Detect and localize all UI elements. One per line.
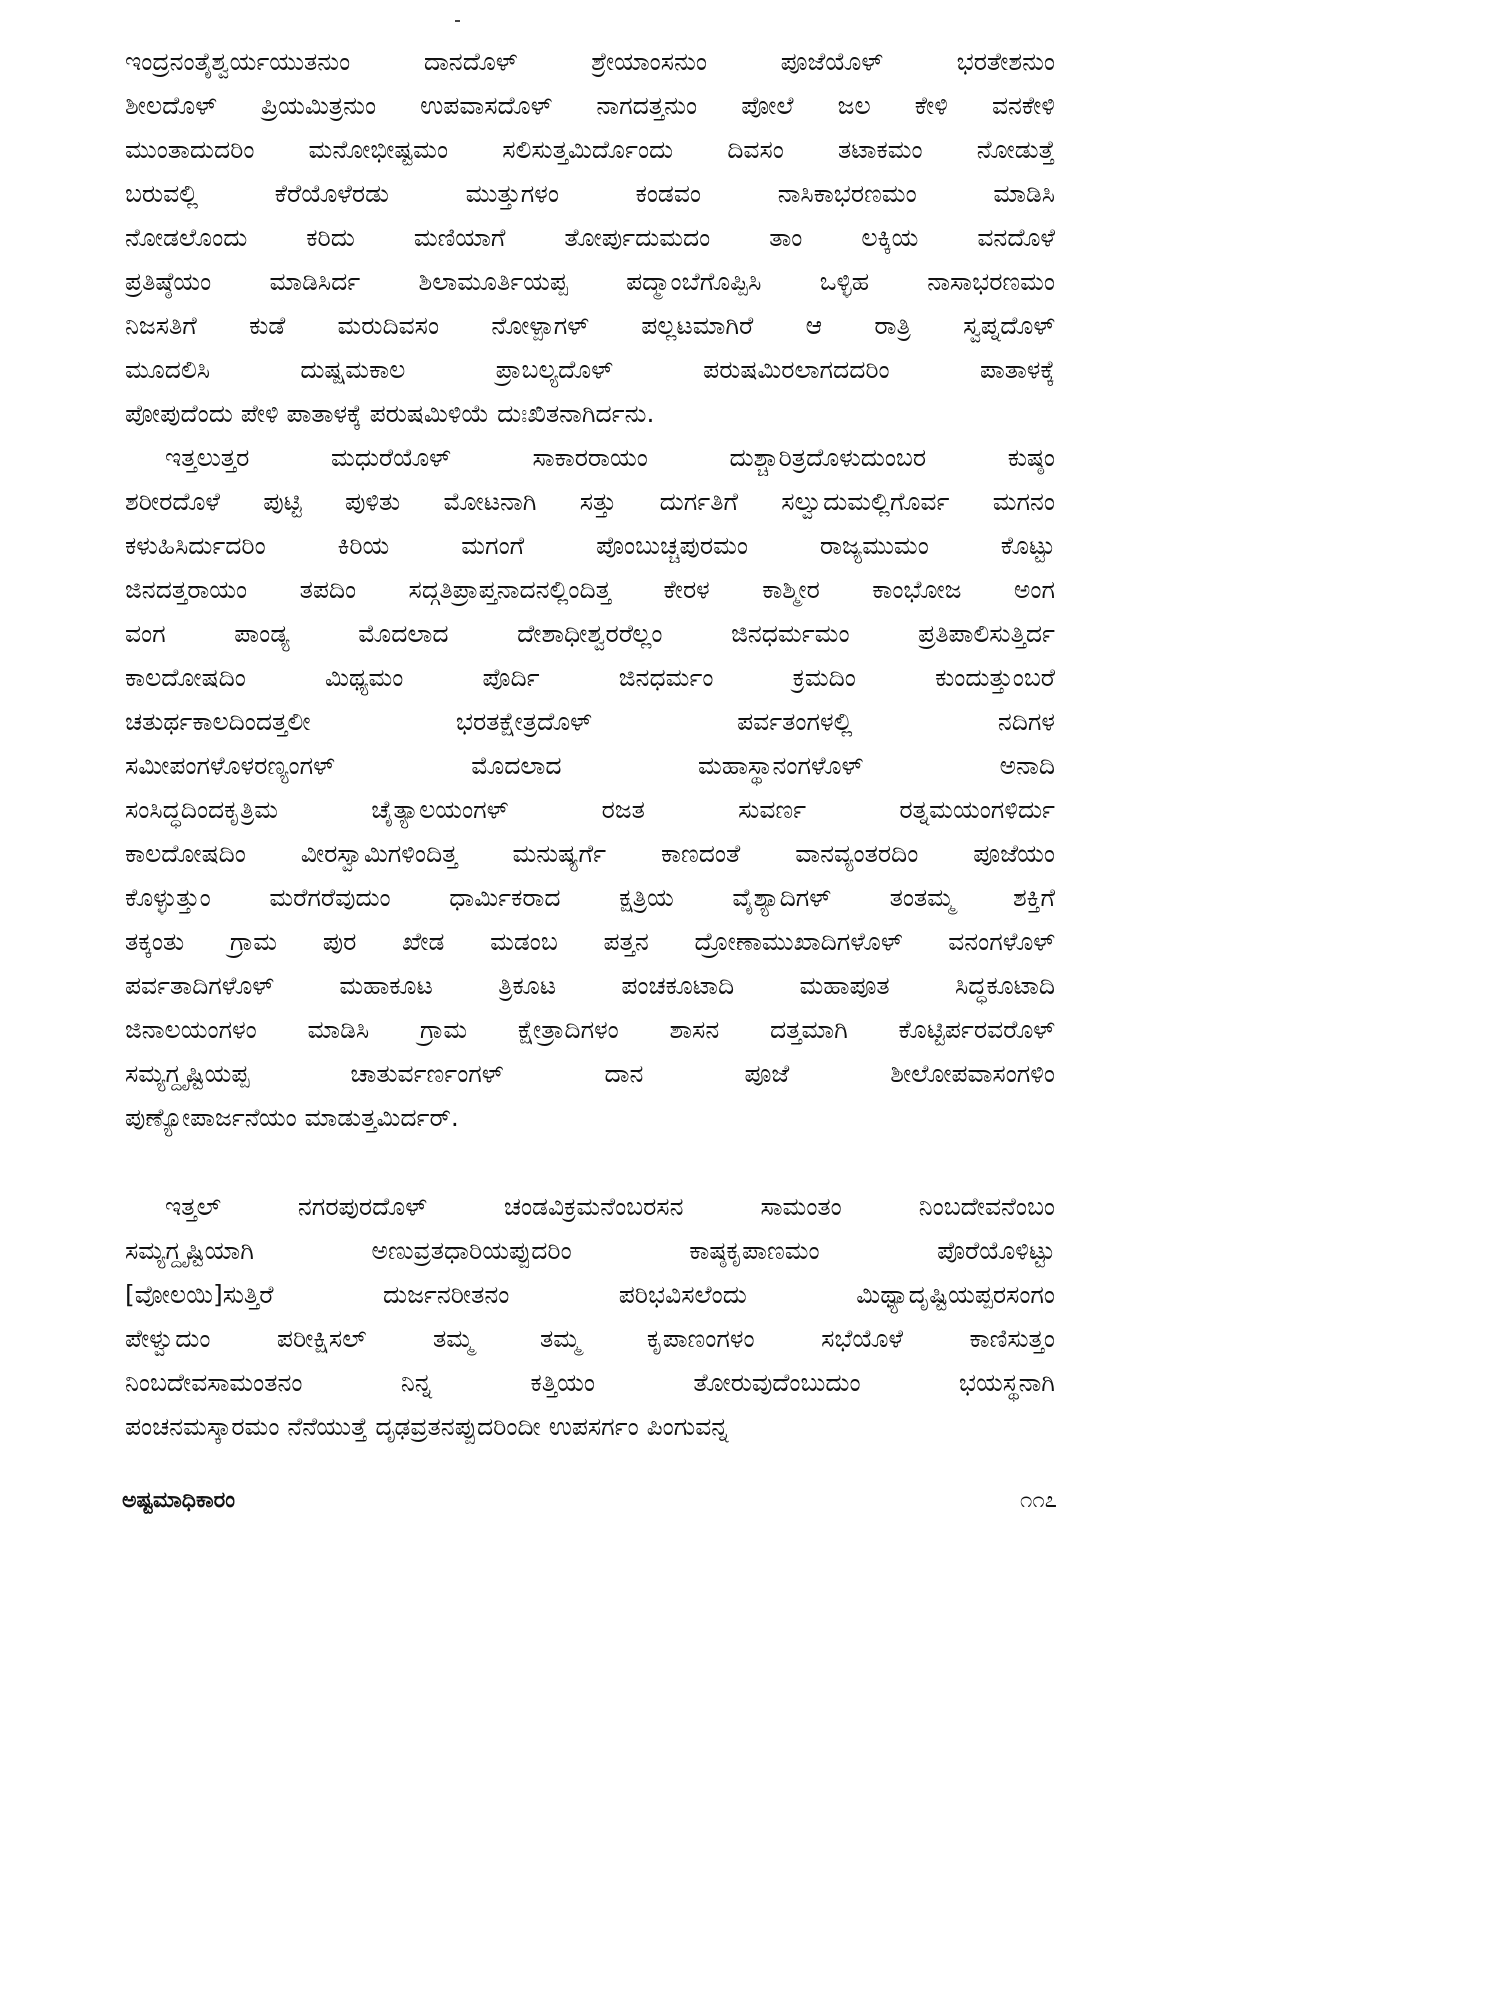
text-line: ಇತ್ತಲ್ ನಗರಪುರದೊಳ್ ಚಂಡವಿಕ್ರಮನೆಂಬರಸನ ಸಾಮಂತಂ ನಿಂಬದೇವನೆಂಬಂ	[165, 1192, 1055, 1221]
chapter-title: ಅಷ್ಟಮಾಧಿಕಾರಂ	[122, 1488, 235, 1513]
text-line: ನೋಡಲೊಂದು ಕರಿದು ಮಣಿಯಾಗೆ ತೋರ್ಪುದುಮದಂ ತಾಂ ಲಕ್ಕಿಯ ವನದೊಳೆ	[125, 223, 1055, 252]
text-line: [ವೋಲಯಿ]ಸುತ್ತಿರೆ ದುರ್ಜನರೀತನಂ ಪರಿಭವಿಸಲೆಂದು ಮಿಥ್ಯಾದೃಷ್ಟಿಯಪ್ಪರಸಂಗಂ	[125, 1280, 1055, 1309]
paragraph	[125, 436, 1055, 1140]
text-line: ಕಾಲದೋಷದಿಂ ವೀರಸ್ವಾಮಿಗಳಿಂದಿತ್ತ ಮನುಷ್ಯರ್ಗೆ ಕಾಣದಂತೆ ವಾನವ್ಯಂತರದಿಂ ಪೂಜೆಯಂ	[125, 839, 1055, 868]
text-line: ಬರುವಲ್ಲಿ ಕೆರೆಯೊಳೆರಡು ಮುತ್ತುಗಳಂ ಕಂಡವಂ ನಾಸಿಕಾಭರಣಮಂ ಮಾಡಿಸಿ	[125, 179, 1055, 208]
ink-speck	[455, 20, 460, 22]
text-line: ಚತುರ್ಥಕಾಲದಿಂದತ್ತಲೀ ಭರತಕ್ಷೇತ್ರದೊಳ್ ಪರ್ವತಂಗಳಲ್ಲಿ ನದಿಗಳ	[125, 707, 1055, 736]
text-line: ಸಮೀಪಂಗಳೊಳರಣ್ಯಂಗಳ್ ಮೊದಲಾದ ಮಹಾಸ್ಥಾನಂಗಳೊಳ್ ಅನಾದಿ	[125, 751, 1055, 780]
text-line: ಶೀಲದೊಳ್ ಪ್ರಿಯಮಿತ್ರನುಂ ಉಪವಾಸದೊಳ್ ನಾಗದತ್ತನುಂ ಪೋಲೆ ಜಲ ಕೇಳಿ ವನಕೇಳಿ	[125, 91, 1055, 120]
text-line: ನಿಜಸತಿಗೆ ಕುಡೆ ಮರುದಿವಸಂ ನೋಳ್ಪಾಗಳ್ ಪಲ್ಲಟಮಾಗಿರೆ ಆ ರಾತ್ರಿ ಸ್ವಪ್ನದೊಳ್	[125, 311, 1055, 340]
text-line: ಕಳುಹಿಸಿರ್ದುದರಿಂ ಕಿರಿಯ ಮಗಂಗೆ ಪೊಂಬುಚ್ಚಪುರಮಂ ರಾಜ್ಯಮುಮಂ ಕೊಟ್ಟು	[125, 531, 1055, 560]
text-line: ತಕ್ಕಂತು ಗ್ರಾಮ ಪುರ ಖೇಡ ಮಡಂಬ ಪತ್ತನ ದ್ರೋಣಾಮುಖಾದಿಗಳೊಳ್ ವನಂಗಳೊಳ್	[125, 927, 1055, 956]
text-line: ಕೊಳ್ಳುತ್ತುಂ ಮರೆಗರೆವುದುಂ ಧಾರ್ಮಿಕರಾದ ಕ್ಷತ್ರಿಯ ವೈಶ್ಯಾದಿಗಳ್ ತಂತಮ್ಮ ಶಕ್ತಿಗೆ	[125, 883, 1055, 912]
text-line: ಮೂದಲಿಸಿ ದುಷ್ಷಮಕಾಲ ಪ್ರಾಬಲ್ಯದೊಳ್ ಪರುಷಮಿರಲಾಗದದರಿಂ ಪಾತಾಳಕ್ಕೆ	[125, 355, 1055, 384]
text-line: ಪಂಚನಮಸ್ಕಾರಮಂ ನೆನೆಯುತ್ತೆ ದೃಢವ್ರತನಪ್ಪುದರಿಂದೀ ಉಪಸರ್ಗಂ ಪಿಂಗುವನ್ನ	[125, 1412, 729, 1441]
text-line: ಇತ್ತಲುತ್ತರ ಮಧುರೆಯೊಳ್ ಸಾಕಾರರಾಯಂ ದುಶ್ಚಾರಿತ್ರದೊಳುದುಂಬರ ಕುಷ್ಠಂ	[165, 443, 1055, 472]
text-line: ಪೇಳ್ವುದುಂ ಪರೀಕ್ಷಿಸಲ್ ತಮ್ಮ ತಮ್ಮ ಕೃಪಾಣಂಗಳಂ ಸಭೆಯೊಳೆ ಕಾಣಿಸುತ್ತಂ	[125, 1324, 1055, 1353]
text-line: ಜಿನದತ್ತರಾಯಂ ತಪದಿಂ ಸದ್ಗತಿಪ್ರಾಪ್ತನಾದನಲ್ಲಿಂದಿತ್ತ ಕೇರಳ ಕಾಶ್ಮೀರ ಕಾಂಭೋಜ ಅಂಗ	[125, 575, 1055, 604]
paragraph	[125, 1185, 1055, 1449]
text-line: ಇಂದ್ರನಂತೈಶ್ವರ್ಯಯುತನುಂ ದಾನದೊಳ್ ಶ್ರೇಯಾಂಸನುಂ ಪೂಜೆಯೊಳ್ ಭರತೇಶನುಂ	[125, 47, 1055, 76]
text-line: ಪೋಪುದೆಂದು ಪೇಳಿ ಪಾತಾಳಕ್ಕೆ ಪರುಷಮಿಳಿಯೆ ದುಃಖಿತನಾಗಿರ್ದನು.	[125, 399, 655, 428]
text-line: ಪರ್ವತಾದಿಗಳೊಳ್ ಮಹಾಕೂಟ ತ್ರಿಕೂಟ ಪಂಚಕೂಟಾದಿ ಮಹಾಪೂತ ಸಿದ್ಧಕೂಟಾದಿ	[125, 971, 1055, 1000]
text-line: ವಂಗ ಪಾಂಡ್ಯ ಮೊದಲಾದ ದೇಶಾಧೀಶ್ವರರೆಲ್ಲಂ ಜಿನಧರ್ಮಮಂ ಪ್ರತಿಪಾಲಿಸುತ್ತಿರ್ದ	[125, 619, 1055, 648]
text-line: ಸಮ್ಯಗ್ದೃಷ್ಟಿಯಾಗಿ ಅಣುವ್ರತಧಾರಿಯಪ್ಪುದರಿಂ ಕಾಷ್ಠಕೃಪಾಣಮಂ ಪೊರೆಯೊಳಿಟ್ಟು	[125, 1236, 1055, 1265]
text-line: ಶರೀರದೊಳೆ ಪುಟ್ಟಿ ಪುಳಿತು ಮೋಟನಾಗಿ ಸತ್ತು ದುರ್ಗತಿಗೆ ಸಲ್ವುದುಮಲ್ಲಿಗೊರ್ವ ಮಗನಂ	[125, 487, 1055, 516]
text-line: ನಿಂಬದೇವಸಾಮಂತನಂ ನಿನ್ನ ಕತ್ತಿಯಂ ತೋರುವುದೆಂಬುದುಂ ಭಯಸ್ಥನಾಗಿ	[125, 1368, 1055, 1397]
page-number: ೧೧೭	[1020, 1488, 1057, 1513]
text-line: ಸಮ್ಯಗ್ದೃಷ್ಟಿಯಪ್ಪ ಚಾತುರ್ವರ್ಣಂಗಳ್ ದಾನ ಪೂಜೆ ಶೀಲೋಪವಾಸಂಗಳಿಂ	[125, 1059, 1055, 1088]
text-line: ಪುಣ್ಯೋಪಾರ್ಜನೆಯಂ ಮಾಡುತ್ತಮಿರ್ದರ್.	[125, 1103, 459, 1132]
text-line: ಪ್ರತಿಷ್ಠೆಯಂ ಮಾಡಿಸಿರ್ದ ಶಿಲಾಮೂರ್ತಿಯಪ್ಪ ಪದ್ಮಾಂಬೆಗೊಪ್ಪಿಸಿ ಒಳ್ಳಿಹ ನಾಸಾಭರಣಮಂ	[125, 267, 1055, 296]
text-line: ಜಿನಾಲಯಂಗಳಂ ಮಾಡಿಸಿ ಗ್ರಾಮ ಕ್ಷೇತ್ರಾದಿಗಳಂ ಶಾಸನ ದತ್ತಮಾಗಿ ಕೊಟ್ಟಿರ್ಪರವರೊಳ್	[125, 1015, 1055, 1044]
text-line: ಕಾಲದೋಷದಿಂ ಮಿಥ್ಯಮಂ ಪೊರ್ದಿ ಜಿನಧರ್ಮಂ ಕ್ರಮದಿಂ ಕುಂದುತ್ತುಂಬರೆ	[125, 663, 1055, 692]
text-line: ಸಂಸಿದ್ಧದಿಂದಕೃತ್ರಿಮ ಚೈತ್ಯಾಲಯಂಗಳ್ ರಜತ ಸುವರ್ಣ ರತ್ನಮಯಂಗಳಿರ್ದು	[125, 795, 1055, 824]
text-line: ಮುಂತಾದುದರಿಂ ಮನೋಭೀಷ್ಟಮಂ ಸಲಿಸುತ್ತಮಿರ್ದೊಂದು ದಿವಸಂ ತಟಾಕಮಂ ನೋಡುತ್ತೆ	[125, 135, 1055, 164]
paragraph	[125, 40, 1055, 436]
